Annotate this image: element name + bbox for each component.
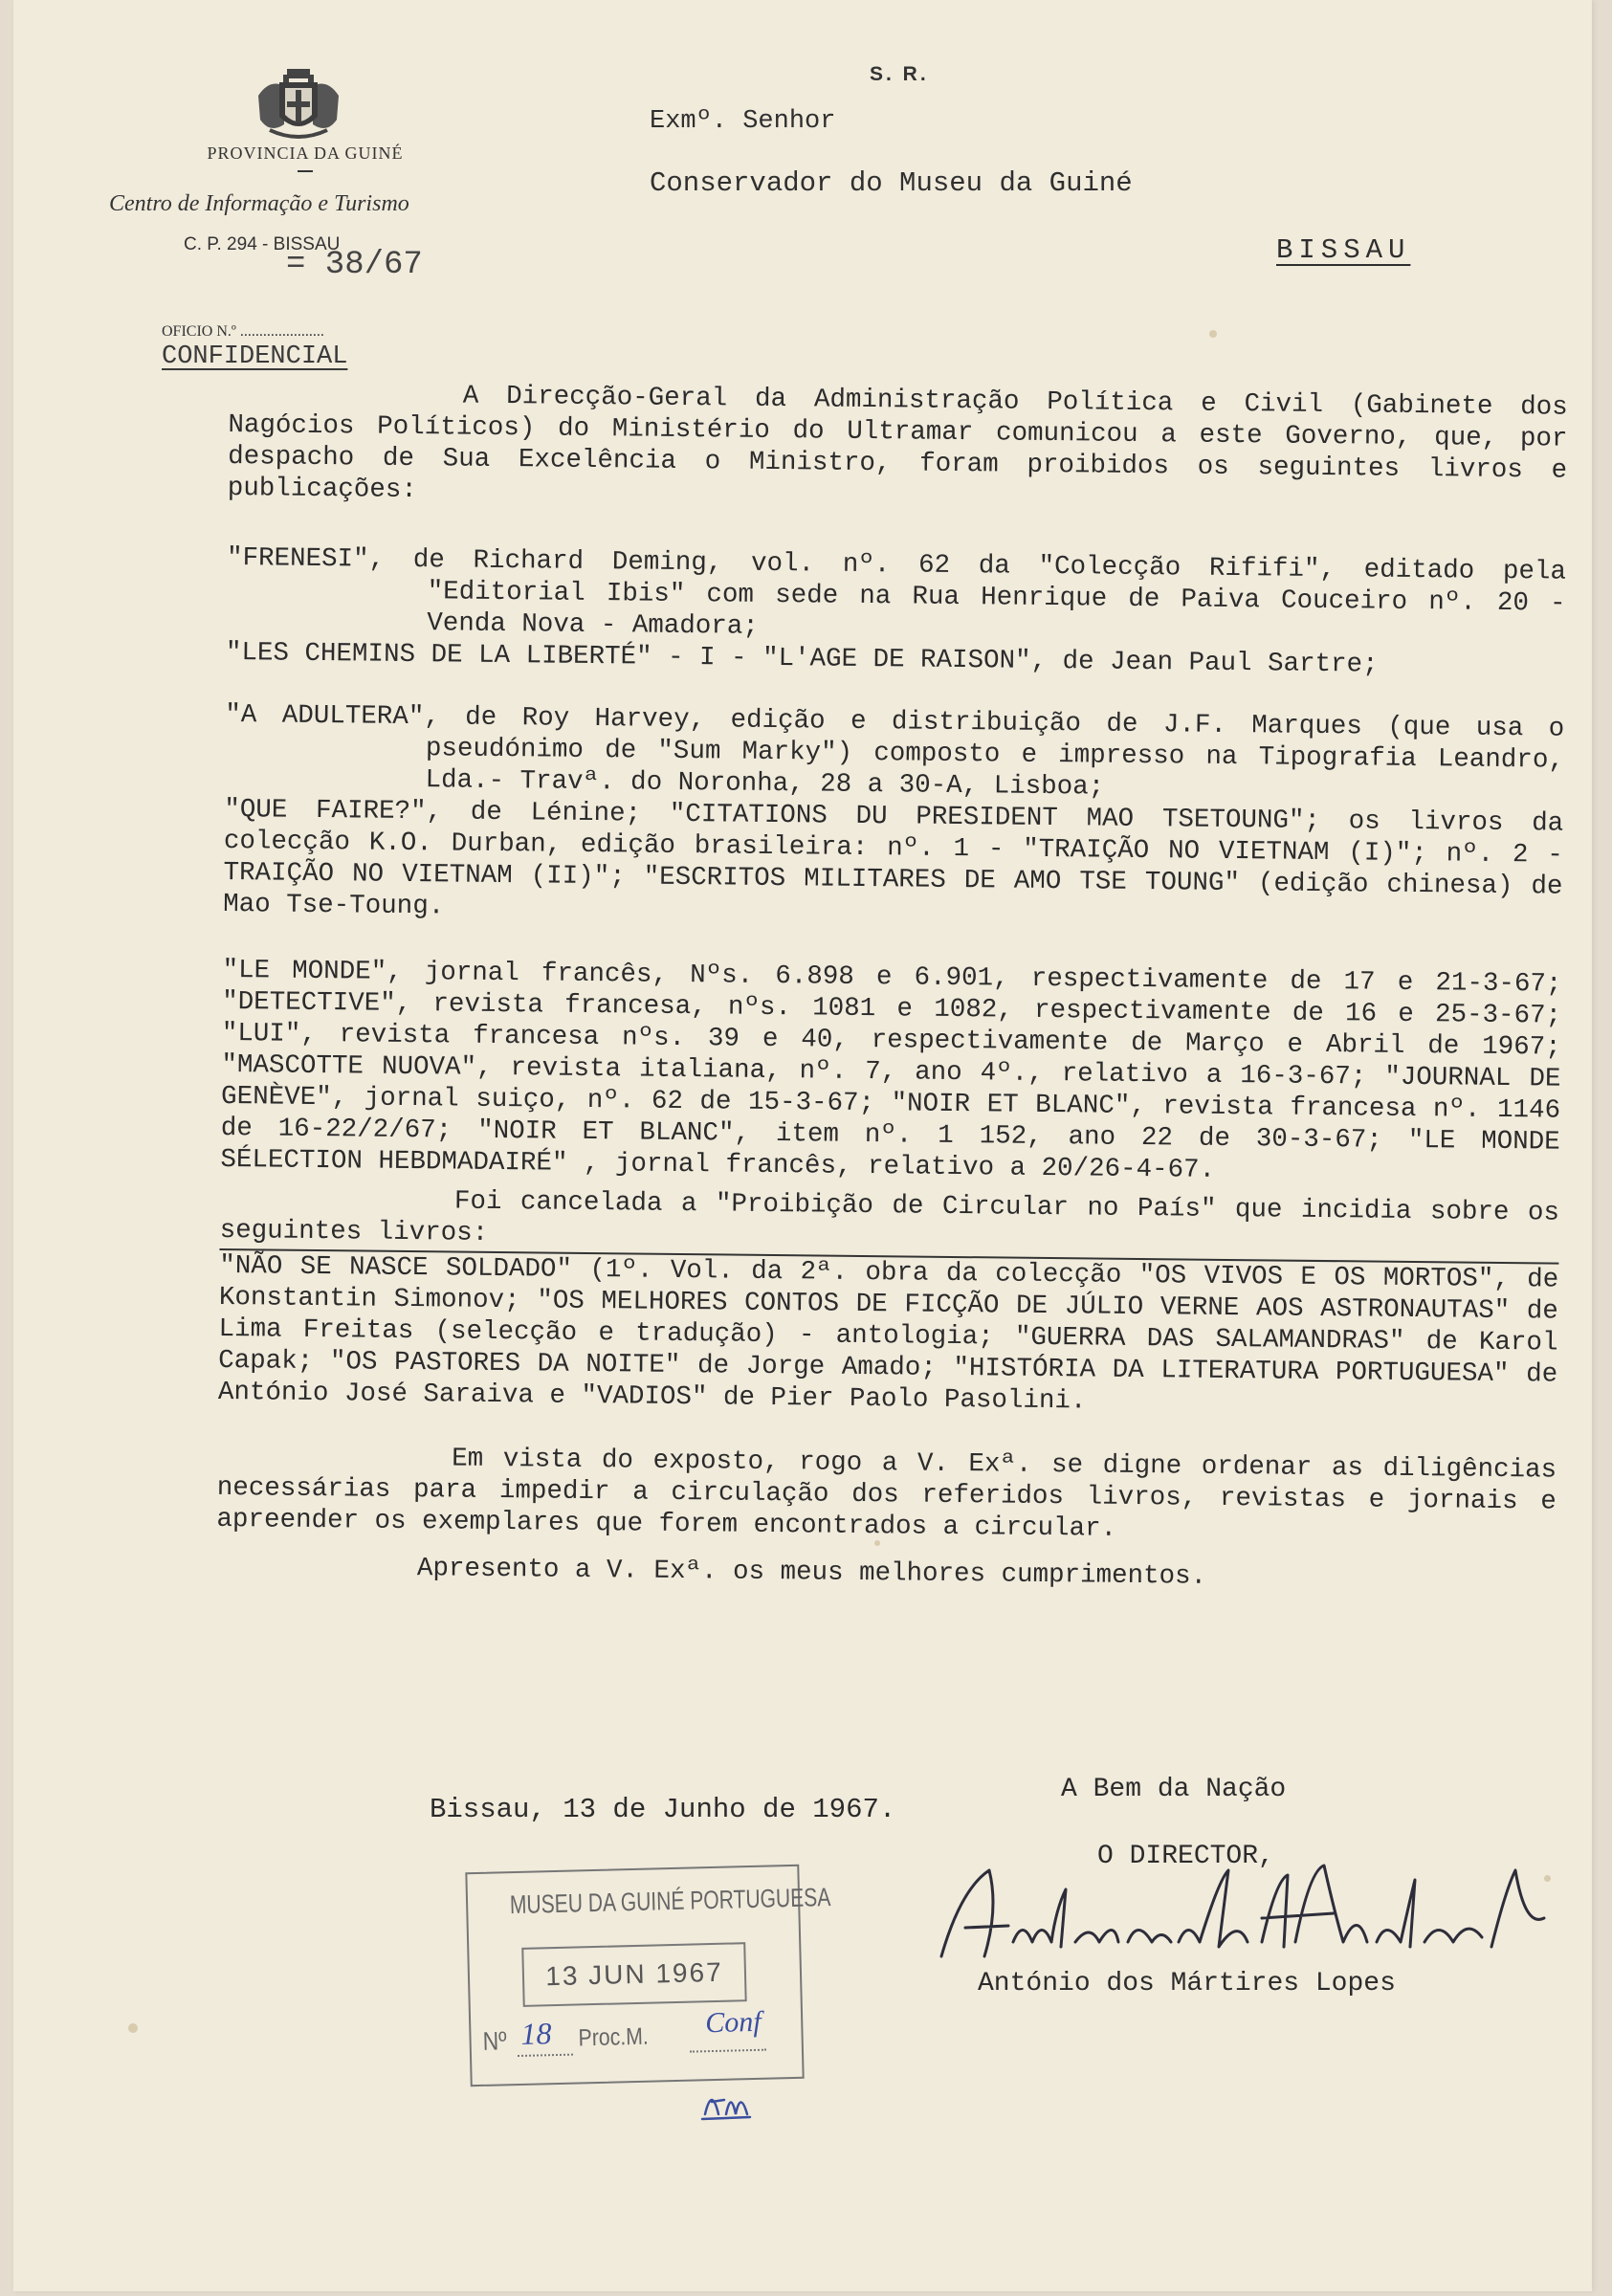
banned-item: "FRENESI", de Richard Deming, vol. nº. 62 da "Colecção Rififi", editado pela "Editorial Ibis" com sede na Rua Henrique de Paiva Couceiro nº. 20 - Venda Nova - Amadora; — [226, 542, 1567, 642]
stamp-number-value: 18 — [520, 2016, 552, 2051]
letter-page — [13, 0, 1592, 2291]
salutation: Exmº. Senhor — [650, 107, 836, 136]
postal-address: C. P. 294 - BISSAU — [184, 234, 341, 254]
stamp-proc-value: Conf — [704, 2005, 762, 2040]
office-name: Centro de Informação e Turismo — [109, 191, 409, 216]
province-name: PROVINCIA DA GUINÉ — [207, 144, 404, 163]
divider — [298, 170, 313, 172]
sr-mark: S. R. — [870, 63, 929, 85]
request-paragraph: Em vista do exposto, rogo a V. Exª. se digne ordenar as diligências necessárias para impedir a circulação dos referidos livros, revistas e jornais e apreender os exemplares que forem encontrados a circular. — [216, 1444, 1557, 1544]
stamp-date-box — [521, 1942, 746, 2007]
place-and-date: Bissau, 13 de Junho de 1967. — [430, 1794, 896, 1825]
letter-body — [216, 378, 1568, 1597]
stamp-dotted-line — [518, 2054, 573, 2057]
paper-spot — [128, 2023, 138, 2033]
closing-line: Apresento a V. Exª. os meus melhores cumprimentos. — [416, 1554, 1207, 1592]
stamp-institution: MUSEU DA GUINÉ PORTUGUESA — [509, 1882, 831, 1920]
intro-paragraph: A Direcção-Geral da Administração Política e Civil (Gabinete dos Nagócios Políticos) do Ministério do Ultramar comunicou a este Governo, que, por despacho de Sua Excelência o Ministro, foram proibidos os seguintes livros e publicações: — [227, 381, 1568, 506]
signer-name: António dos Mártires Lopes — [978, 1969, 1396, 1998]
oficio-field: OFICIO N.º ...................... — [162, 323, 324, 340]
addressee-title: Conservador do Museu da Guiné — [650, 167, 1133, 199]
addressee-city: BISSAU — [1276, 234, 1411, 266]
museum-receipt-stamp — [465, 1865, 831, 2086]
cancellation-heading: Foi cancelada a "Proibição de Circular no País" que incidia sobre os seguintes livros: — [219, 1183, 1559, 1265]
banned-item: "QUE FAIRE?", de Lénine; "CITATIONS DU PRESIDENT MAO TSETOUNG"; os livros da colecção K.O. Durban, edição brasileira: nº. 1 - "TRAIÇÃO NO VIETNAM (I)"; nº. 2 - TRAIÇÃO NO VIETNAM (II)"; "ESCRITOS MILITARES DE AMO TSE TOUNG" (edição chinesa) de Mao Tse-Toung. — [223, 794, 1564, 922]
classification-label: CONFIDENCIAL — [162, 342, 348, 371]
handwritten-initials — [697, 2081, 755, 2124]
stamp-date: 13 JUN 1967 — [544, 1956, 724, 1992]
banned-item: "A ADULTERA", de Roy Harvey, edição e distribuição de J.F. Marques (que usa o pseudónimo de "Sum Marky") composto e impresso na Tipografia Leandro, Lda.- Travª. do Noronha, 28 a 30-A, Lisboa; — [225, 699, 1565, 803]
banned-periodicals: "LE MONDE", jornal francês, Nºs. 6.898 e 6.901, respectivamente de 17 e 21-3-67; "DETECTIVE", revista francesa, nºs. 1081 e 1082, respectivamente de 16 e 25-3-67; "LUI", revista francesa nºs. 39 e 40, respectivamente de Março e Abril de 1967; "MASCOTTE NUOVA", revista italiana, nº. 7, ano 4º., relativo a 16-3-67; "JOURNAL DE GENÈVE", jornal suiço, nº. 62 de 15-3-67; "NOIR ET BLANC", revista francesa nº. 1146 de 16-22/2/67; "NOIR ET BLANC", item nº. 1 152, ano 22 de 30-3-67; "LE MONDE SÉLECTION HEBDMADAIRÉ" , jornal francês, relativo a 20/26-4-67. — [220, 955, 1562, 1185]
paper-spot — [1209, 330, 1217, 338]
signer-role: O DIRECTOR, — [1097, 1842, 1274, 1871]
stamp-dotted-line — [690, 2049, 766, 2053]
closing-motto: A Bem da Nação — [1061, 1775, 1287, 1804]
cancellation-list: "NÃO SE NASCE SOLDADO" (1º. Vol. da 2ª. obra da colecção "OS VIVOS E OS MORTOS", de Konstantin Simonov; "OS MELHORES CONTOS DE FICÇÃO DE JÚLIO VERNE AOS ASTRONAUTAS" de Lima Freitas (selecção e tradução) - antologia; "GUERRA DAS SALAMANDRAS" de Karol Capak; "OS PASTORES DA NOITE" de Jorge Amado; "HISTÓRIA DA LITERATURA PORTUGUESA" de António José Saraiva e "VADIOS" de Pier Paolo Pasolini. — [217, 1250, 1559, 1417]
banned-item: "LES CHEMINS DE LA LIBERTÉ" - I - "L'AGE DE RAISON", de Jean Paul Sartre; — [225, 637, 1379, 680]
reference-number: = 38/67 — [286, 247, 423, 283]
stamp-proc-label: Proc.M. — [578, 2022, 650, 2052]
coat-of-arms-icon — [251, 67, 346, 144]
stamp-number-label: Nº — [482, 2026, 507, 2056]
